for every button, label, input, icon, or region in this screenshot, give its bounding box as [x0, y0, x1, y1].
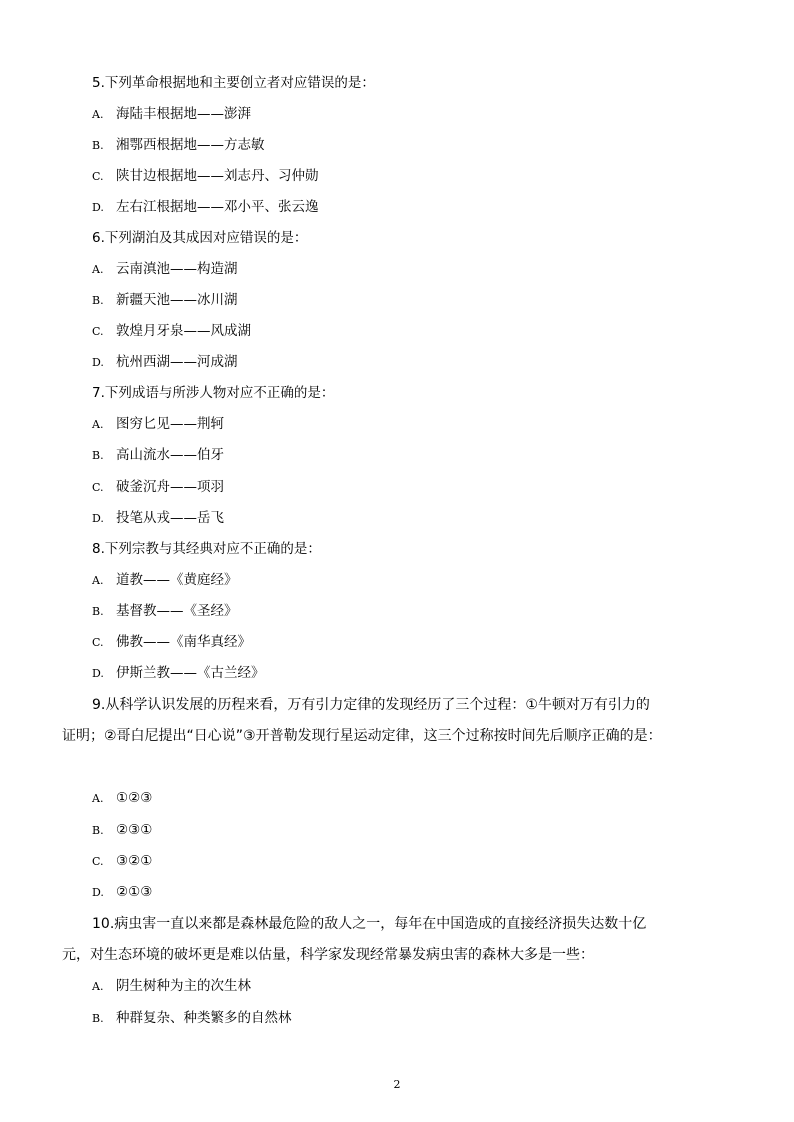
question-9-option-b	[92, 820, 152, 841]
question-5-option-a	[92, 104, 251, 125]
option-letter: A.	[92, 980, 104, 993]
option-letter: A.	[92, 263, 104, 276]
option-text: 新疆天池——冰川湖	[116, 292, 238, 308]
question-8-option-b	[92, 601, 238, 622]
option-letter: A.	[92, 418, 104, 431]
option-letter: A.	[92, 108, 104, 121]
option-text: 破釜沉舟——项羽	[116, 479, 224, 495]
option-text: 云南滇池——构造湖	[116, 261, 238, 277]
question-10-stem: 10.病虫害一直以来都是森林最危险的敌人之一，每年在中国造成的直接经济损失达数十亿元，对生态环境的破坏更是难以估量，科学家发现经常暴发病虫害的森林大多是一些：	[62, 916, 647, 963]
question-5-option-c	[92, 166, 319, 187]
option-text: 左右江根据地——邓小平、张云逸	[116, 199, 319, 215]
option-text: 陕甘边根据地——刘志丹、习仲勋	[116, 168, 319, 184]
option-letter: D.	[92, 886, 104, 899]
option-text: 基督教——《圣经》	[116, 603, 238, 619]
option-text: 海陆丰根据地——澎湃	[116, 106, 251, 122]
option-text: 敦煌月牙泉——风成湖	[116, 323, 251, 339]
option-text: 图穷匕见——荆轲	[116, 416, 224, 432]
option-letter: C.	[92, 636, 104, 649]
question-7-option-c	[92, 477, 224, 498]
question-8-option-c	[92, 632, 251, 653]
question-5-option-b	[92, 135, 265, 156]
option-letter: B.	[92, 449, 104, 462]
option-letter: B.	[92, 824, 104, 837]
option-text: 道教——《黄庭经》	[116, 572, 238, 588]
question-6-option-b	[92, 290, 238, 311]
question-6-option-a	[92, 259, 238, 280]
option-letter: B.	[92, 294, 104, 307]
question-9-stem: 9.从科学认识发展的历程来看，万有引力定律的发现经历了三个过程：①牛顿对万有引力的证明；②哥白尼提出“日心说”③开普勒发现行星运动定律，这三个过称按时间先后顺序正确的是：	[62, 697, 662, 744]
option-text: 高山流水——伯牙	[116, 447, 224, 463]
option-letter: D.	[92, 667, 104, 680]
question-9-option-c	[92, 851, 152, 872]
option-text: 种群复杂、种类繁多的自然林	[116, 1010, 292, 1026]
option-letter: B.	[92, 139, 104, 152]
question-5-option-d	[92, 197, 319, 218]
question-8-option-d	[92, 663, 265, 684]
option-text: 佛教——《南华真经》	[116, 634, 251, 650]
question-8-stem: 8.下列宗教与其经典对应不正确的是：	[92, 541, 321, 557]
option-text: 阴生树种为主的次生林	[116, 978, 251, 994]
option-letter: C.	[92, 170, 104, 183]
question-5-stem: 5.下列革命根据地和主要创立者对应错误的是：	[92, 75, 375, 91]
page-number: 2	[393, 1078, 401, 1091]
question-10-option-a	[92, 976, 251, 997]
option-text: 湘鄂西根据地——方志敏	[116, 137, 265, 153]
question-7-option-b	[92, 445, 224, 466]
question-6-option-c	[92, 321, 251, 342]
question-6-option-d	[92, 352, 238, 373]
question-9-option-a	[92, 788, 152, 809]
option-text: ②③①	[116, 822, 153, 838]
question-7-stem: 7.下列成语与所涉人物对应不正确的是：	[92, 385, 335, 401]
option-text: ①②③	[116, 790, 153, 806]
option-letter: D.	[92, 512, 104, 525]
option-letter: C.	[92, 855, 104, 868]
option-letter: B.	[92, 605, 104, 618]
option-letter: C.	[92, 481, 104, 494]
option-letter: A.	[92, 792, 104, 805]
option-letter: C.	[92, 325, 104, 338]
option-text: ③②①	[116, 853, 153, 869]
option-letter: D.	[92, 356, 104, 369]
question-7-option-a	[92, 414, 224, 435]
question-10-option-b	[92, 1008, 292, 1029]
option-letter: B.	[92, 1012, 104, 1025]
option-text: 杭州西湖——河成湖	[116, 354, 238, 370]
question-9-option-d	[92, 882, 152, 903]
question-6-stem: 6.下列湖泊及其成因对应错误的是：	[92, 230, 308, 246]
question-8-option-a	[92, 570, 238, 591]
option-text: 伊斯兰教——《古兰经》	[116, 665, 265, 681]
option-letter: A.	[92, 574, 104, 587]
option-text: ②①③	[116, 884, 153, 900]
question-7-option-d	[92, 508, 224, 529]
option-text: 投笔从戎——岳飞	[116, 510, 224, 526]
option-letter: D.	[92, 201, 104, 214]
